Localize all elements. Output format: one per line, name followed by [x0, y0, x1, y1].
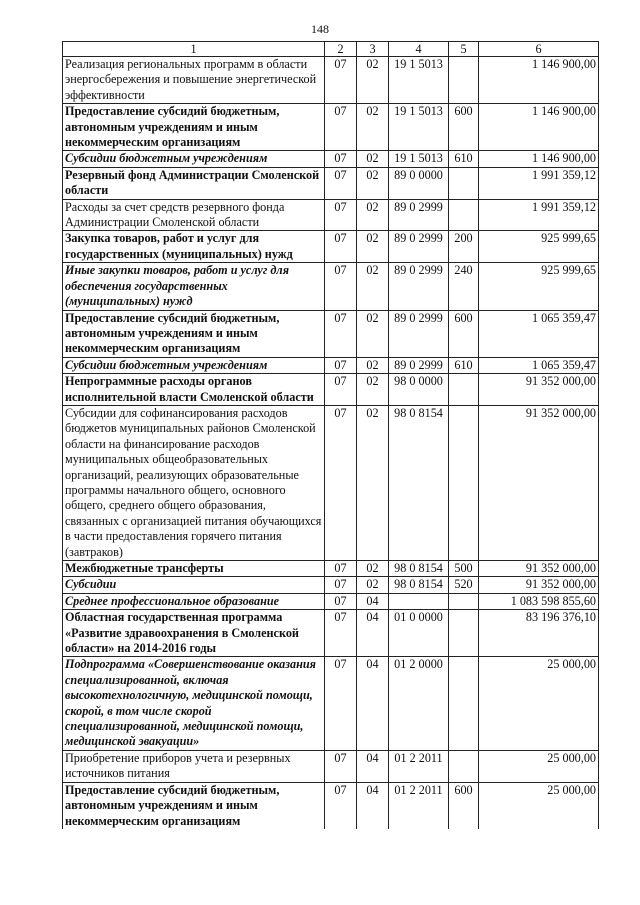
row-section-code: 07 — [325, 104, 357, 151]
row-target-code: 98 0 8154 — [389, 577, 449, 593]
row-name: Иные закупки товаров, работ и услуг для обеспечения государственных (муниципальных) нужд — [63, 263, 325, 310]
row-subsection-code: 02 — [357, 151, 389, 167]
row-name: Предоставление субсидий бюджетным, автономным учреждениям и иным некоммерческим организациям — [63, 310, 325, 357]
row-name: Предоставление субсидий бюджетным, автономным учреждениям и иным некоммерческим организациям — [63, 104, 325, 151]
row-amount: 25 000,00 — [479, 657, 599, 750]
budget-table — [62, 41, 599, 829]
table-row — [63, 593, 599, 609]
header-col-2: 2 — [325, 42, 357, 57]
row-amount: 1 991 359,12 — [479, 199, 599, 231]
row-amount: 91 352 000,00 — [479, 405, 599, 560]
header-col-4: 4 — [389, 42, 449, 57]
row-expense-type: 500 — [449, 561, 479, 577]
row-section-code: 07 — [325, 357, 357, 373]
row-expense-type: 240 — [449, 263, 479, 310]
row-target-code: 01 2 2011 — [389, 782, 449, 829]
row-section-code: 07 — [325, 610, 357, 657]
row-name: Среднее профессиональное образование — [63, 593, 325, 609]
row-expense-type — [449, 593, 479, 609]
row-amount: 1 991 359,12 — [479, 167, 599, 199]
row-target-code: 89 0 2999 — [389, 310, 449, 357]
header-col-1: 1 — [63, 42, 325, 57]
table-row — [63, 374, 599, 406]
row-amount: 25 000,00 — [479, 782, 599, 829]
table-row — [63, 750, 599, 782]
row-section-code: 07 — [325, 561, 357, 577]
row-subsection-code: 04 — [357, 782, 389, 829]
row-amount: 1 083 598 855,60 — [479, 593, 599, 609]
row-amount: 1 065 359,47 — [479, 357, 599, 373]
row-amount: 83 196 376,10 — [479, 610, 599, 657]
row-name: Областная государственная программа «Развитие здравоохранения в Смоленской области» на 2014-2016 годы — [63, 610, 325, 657]
row-name: Субсидии для софинансирования расходов бюджетов муниципальных районов Смоленской области на финансирование расходов муниципальных общеобразовательных организаций, реализующих образовательные программы начального общего, основного общего, среднего общего образования, связанных с организацией питания обучающихся в части предоставления горячего питания (завтраков) — [63, 405, 325, 560]
row-subsection-code: 04 — [357, 750, 389, 782]
table-row — [63, 357, 599, 373]
row-expense-type — [449, 610, 479, 657]
table-row — [63, 405, 599, 560]
row-amount: 1 146 900,00 — [479, 104, 599, 151]
row-target-code: 19 1 5013 — [389, 151, 449, 167]
table-row — [63, 657, 599, 750]
row-target-code: 89 0 0000 — [389, 167, 449, 199]
row-expense-type — [449, 57, 479, 104]
header-col-5: 5 — [449, 42, 479, 57]
row-expense-type: 200 — [449, 231, 479, 263]
row-section-code: 07 — [325, 577, 357, 593]
row-expense-type — [449, 199, 479, 231]
row-name: Непрограммные расходы органов исполнительной власти Смоленской области — [63, 374, 325, 406]
row-expense-type — [449, 750, 479, 782]
row-section-code: 07 — [325, 750, 357, 782]
table-row — [63, 57, 599, 104]
table-header-row — [63, 42, 599, 57]
header-col-3: 3 — [357, 42, 389, 57]
row-subsection-code: 02 — [357, 374, 389, 406]
table-row — [63, 310, 599, 357]
row-name: Предоставление субсидий бюджетным, автономным учреждениям и иным некоммерческим организациям — [63, 782, 325, 829]
row-amount: 25 000,00 — [479, 750, 599, 782]
row-expense-type — [449, 374, 479, 406]
row-section-code: 07 — [325, 57, 357, 104]
row-name: Резервный фонд Администрации Смоленской области — [63, 167, 325, 199]
row-subsection-code: 02 — [357, 577, 389, 593]
row-name: Субсидии — [63, 577, 325, 593]
row-subsection-code: 02 — [357, 561, 389, 577]
row-expense-type: 600 — [449, 310, 479, 357]
row-expense-type: 600 — [449, 104, 479, 151]
row-subsection-code: 04 — [357, 610, 389, 657]
row-name: Закупка товаров, работ и услуг для государственных (муниципальных) нужд — [63, 231, 325, 263]
page-number: 148 — [311, 22, 329, 36]
row-amount: 91 352 000,00 — [479, 561, 599, 577]
row-expense-type — [449, 657, 479, 750]
row-target-code: 89 0 2999 — [389, 199, 449, 231]
table-row — [63, 199, 599, 231]
table-row — [63, 231, 599, 263]
row-amount: 91 352 000,00 — [479, 374, 599, 406]
table-row — [63, 104, 599, 151]
row-subsection-code: 02 — [357, 104, 389, 151]
row-section-code: 07 — [325, 151, 357, 167]
row-subsection-code: 02 — [357, 167, 389, 199]
row-subsection-code: 02 — [357, 263, 389, 310]
row-subsection-code: 02 — [357, 310, 389, 357]
row-target-code: 01 2 0000 — [389, 657, 449, 750]
row-section-code: 07 — [325, 310, 357, 357]
row-name: Субсидии бюджетным учреждениям — [63, 151, 325, 167]
row-section-code: 07 — [325, 263, 357, 310]
row-section-code: 07 — [325, 167, 357, 199]
row-target-code: 89 0 2999 — [389, 263, 449, 310]
row-name: Межбюджетные трансферты — [63, 561, 325, 577]
row-subsection-code: 02 — [357, 405, 389, 560]
row-expense-type: 520 — [449, 577, 479, 593]
row-amount: 1 065 359,47 — [479, 310, 599, 357]
row-subsection-code: 02 — [357, 357, 389, 373]
row-expense-type: 610 — [449, 151, 479, 167]
row-target-code: 98 0 0000 — [389, 374, 449, 406]
row-target-code: 19 1 5013 — [389, 104, 449, 151]
row-target-code: 01 0 0000 — [389, 610, 449, 657]
row-expense-type — [449, 167, 479, 199]
table-row — [63, 167, 599, 199]
row-amount: 925 999,65 — [479, 231, 599, 263]
table-row — [63, 610, 599, 657]
row-name: Расходы за счет средств резервного фонда Администрации Смоленской области — [63, 199, 325, 231]
row-subsection-code: 02 — [357, 231, 389, 263]
row-section-code: 07 — [325, 374, 357, 406]
row-target-code — [389, 593, 449, 609]
row-amount: 1 146 900,00 — [479, 151, 599, 167]
row-target-code: 98 0 8154 — [389, 561, 449, 577]
row-amount: 91 352 000,00 — [479, 577, 599, 593]
row-target-code: 98 0 8154 — [389, 405, 449, 560]
row-section-code: 07 — [325, 199, 357, 231]
row-section-code: 07 — [325, 405, 357, 560]
row-expense-type: 600 — [449, 782, 479, 829]
row-amount: 925 999,65 — [479, 263, 599, 310]
row-subsection-code: 04 — [357, 657, 389, 750]
row-name: Реализация региональных программ в области энергосбережения и повышение энергетической эффективности — [63, 57, 325, 104]
row-section-code: 07 — [325, 657, 357, 750]
table-row — [63, 151, 599, 167]
table-row — [63, 561, 599, 577]
table-row — [63, 263, 599, 310]
row-name: Субсидии бюджетным учреждениям — [63, 357, 325, 373]
row-target-code: 89 0 2999 — [389, 357, 449, 373]
row-section-code: 07 — [325, 782, 357, 829]
row-section-code: 07 — [325, 593, 357, 609]
row-target-code: 01 2 2011 — [389, 750, 449, 782]
row-amount: 1 146 900,00 — [479, 57, 599, 104]
row-target-code: 89 0 2999 — [389, 231, 449, 263]
row-subsection-code: 02 — [357, 199, 389, 231]
row-subsection-code: 04 — [357, 593, 389, 609]
row-expense-type: 610 — [449, 357, 479, 373]
row-subsection-code: 02 — [357, 57, 389, 104]
table-row — [63, 577, 599, 593]
table-row — [63, 782, 599, 829]
row-section-code: 07 — [325, 231, 357, 263]
row-name: Приобретение приборов учета и резервных источников питания — [63, 750, 325, 782]
row-target-code: 19 1 5013 — [389, 57, 449, 104]
row-name: Подпрограмма «Совершенствование оказания специализированной, включая высокотехнологичную, медицинской помощи, скорой, в том числе скорой специализированной, медицинской помощи, медицинской эвакуации» — [63, 657, 325, 750]
header-col-6: 6 — [479, 42, 599, 57]
row-expense-type — [449, 405, 479, 560]
